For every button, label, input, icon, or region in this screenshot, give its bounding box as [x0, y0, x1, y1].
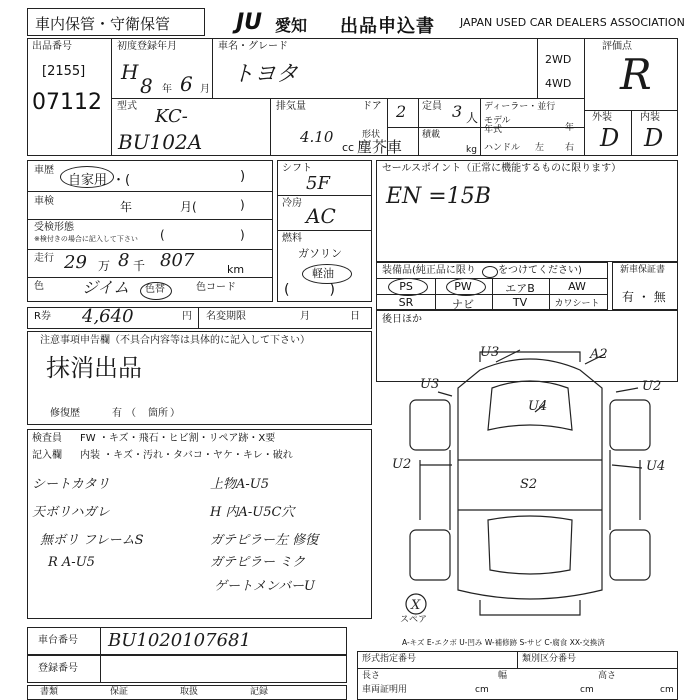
inspection-year: 年: [120, 200, 133, 214]
equipment-ps: PS: [399, 280, 413, 293]
damage-legend: A-キズ E-エクボ U-凹み W-補修跡 S-サビ C-腐食 XX-交換済: [402, 638, 605, 647]
r-ticket-row: [27, 307, 372, 329]
receipt-close: ): [240, 228, 245, 242]
displacement-value: 4.10: [300, 128, 334, 146]
form-title: 出品申込書: [340, 16, 435, 37]
mileage-unit: km: [227, 263, 245, 276]
registration-era: H: [121, 60, 139, 84]
interior-value: D: [644, 124, 664, 152]
color-code-label: 色コード: [196, 282, 236, 293]
name-change-day: 日: [350, 311, 360, 322]
equipment-label-tail: をつけてください): [498, 265, 582, 276]
inspector-row1: FW ・キズ・飛石・ヒビ割・リペア跡・X要: [80, 433, 276, 444]
color-value: ジイム: [82, 278, 130, 297]
bottom-b4: 記録: [250, 687, 269, 697]
mileage-sen-unit: 千: [133, 259, 146, 273]
history-suffix: ・(: [112, 173, 131, 188]
notes-label: 注意事項申告欄（不具合内容等は具体的に記入して下さい）: [40, 335, 310, 346]
hand-note-1: シートカタリ: [32, 477, 110, 492]
registration-year-unit: 年: [162, 84, 172, 95]
hand-note-9: ゲートメンバーU: [214, 579, 315, 594]
registration-year: 8: [140, 74, 153, 98]
doors-value: 2: [396, 102, 407, 121]
shape-label: 形状: [362, 130, 381, 140]
height-label: 高さ: [598, 671, 617, 681]
repair-suffix: （: [126, 408, 136, 419]
equipment-pw: PW: [454, 280, 472, 293]
shift-value: 5F: [306, 173, 330, 194]
mark-left-fender: U3: [420, 377, 440, 392]
vehicle-condition-diagram: [380, 340, 678, 630]
equipment-circle-mark: [482, 266, 498, 278]
bottom-b1: 書類: [40, 687, 59, 697]
spare-mark: X: [411, 598, 421, 613]
inspection-close: ): [240, 198, 245, 212]
capacity-value: 3: [452, 102, 463, 121]
association-name: JAPAN USED CAR DEALERS ASSOCIATION: [460, 16, 685, 29]
registration-month-unit: 月: [200, 84, 210, 95]
doors-label: ドア: [362, 101, 382, 112]
lot-number: 07112: [32, 90, 102, 115]
chassis-label: 車台番号: [38, 635, 78, 646]
exterior-label: 外装: [592, 112, 612, 123]
receipt-label: 受検形態: [34, 222, 74, 233]
repair-tail: 箇所: [148, 408, 168, 419]
inspector-label: 検査員: [32, 433, 62, 444]
inspector-row2: 内装 ・キズ・汚れ・タバコ・ヤケ・キレ・破れ: [80, 450, 293, 461]
inspection-label: 車検: [34, 196, 54, 207]
r-ticket-value: 4,640: [82, 306, 134, 327]
fuel-diesel: 軽油: [312, 267, 334, 280]
equipment-tv: TV: [512, 296, 528, 309]
model-label: 型式: [117, 101, 137, 112]
mark-front-left: U3: [480, 345, 500, 360]
shape-value: 塵芥車: [357, 138, 403, 156]
hand-note-7: ガテピラー左 修復: [210, 533, 319, 548]
steering-left: 左: [535, 143, 545, 153]
grade-value: R: [620, 50, 652, 99]
length-label: 長さ: [362, 671, 381, 681]
mileage-man: 29: [64, 252, 87, 273]
mileage-sen: 8: [118, 250, 130, 271]
hand-note-2: 天ボリハガレ: [32, 505, 110, 520]
inspection-month: 月(: [180, 200, 197, 214]
mileage-man-unit: 万: [98, 259, 111, 273]
drive-2wd: 2WD: [545, 53, 572, 66]
equipment-navi: ナビ: [452, 298, 474, 311]
ju-logo-mark: JU: [236, 10, 263, 35]
length-unit: cm: [475, 685, 489, 695]
bottom-b3: 取扱: [180, 687, 199, 697]
color-label: 色: [34, 281, 44, 292]
rear-glass: [488, 516, 572, 574]
capacity-unit: 人: [466, 111, 479, 125]
color-replaced: 色替: [145, 284, 165, 295]
mark-label: 車両証明用: [362, 685, 408, 695]
height-unit: cm: [660, 685, 674, 695]
lot-label: 出品番号: [32, 41, 72, 52]
steering-right: 右: [565, 143, 575, 153]
model-line2: BU102A: [118, 130, 203, 154]
cert-label: 形式指定番号: [362, 654, 417, 664]
model-line1: KC-: [155, 106, 188, 127]
hand-note-3: 無ボリ フレームS: [40, 533, 144, 548]
equipment-aw: AW: [568, 280, 586, 293]
displacement-label: 排気量: [276, 101, 306, 112]
hand-note-8: ガテピラー ミク: [210, 555, 306, 570]
model-year-label: モデル年式: [484, 116, 511, 135]
width-unit: cm: [580, 685, 594, 695]
warranty-no: 無: [653, 290, 666, 304]
mileage-rest: 807: [160, 250, 195, 271]
exterior-value: D: [600, 124, 620, 152]
bottom-b2: 保証: [110, 687, 129, 697]
repair-value: 有: [112, 408, 122, 419]
sales-point-label: セールスポイント（正常に機能するものに限ります）: [382, 163, 622, 174]
name-change-label: 名変期限: [206, 311, 246, 322]
chassis-value: BU1020107681: [108, 630, 251, 651]
first-registration-label: 初度登録年月: [117, 41, 177, 52]
drive-4wd: 4WD: [545, 77, 572, 90]
interior-label: 内装: [640, 112, 660, 123]
after-notes-label: 後日ほか: [382, 314, 422, 325]
history-close: ): [240, 169, 246, 184]
mileage-label: 走行: [34, 253, 54, 264]
capacity-label: 定員: [422, 101, 442, 112]
dealer-label: ディーラー・並行: [484, 102, 556, 112]
mark-front-right: A2: [590, 347, 608, 362]
hand-note-6: H 内A-U5C穴: [210, 505, 295, 520]
model-year-unit: 年: [565, 123, 575, 133]
sales-point-value: EN =15B: [386, 184, 491, 209]
fuel-gasoline: ガソリン: [298, 247, 342, 260]
notes-value: 抹消出品: [46, 354, 142, 382]
equipment-seat: カワシート: [554, 299, 600, 309]
load-unit: kg: [466, 145, 477, 155]
mark-roof: S2: [520, 477, 538, 492]
warranty-options: [622, 288, 666, 305]
inspector-entry-label: 記入欄: [32, 450, 62, 461]
equipment-label: 装備品(純正品に限り: [382, 265, 476, 276]
name-change-month: 月: [300, 311, 310, 322]
sales-point-box: [376, 160, 678, 262]
grade-label: 評価点: [602, 41, 632, 52]
aircon-value: AC: [306, 204, 336, 228]
lot-code: [2155]: [42, 64, 86, 79]
ju-logo: [236, 10, 262, 35]
logo-text: 愛知: [275, 16, 308, 35]
repair-label: 修復歴: [50, 408, 80, 419]
history-value: 自家用: [68, 173, 108, 188]
mark-left-side: U2: [392, 457, 412, 472]
fuel-brackets: ( ): [284, 282, 335, 298]
hand-note-4: R A-U5: [48, 555, 95, 570]
shift-label: シフト: [282, 163, 312, 174]
registration-month: 6: [180, 72, 193, 96]
history-label: 車歴: [34, 165, 54, 176]
warranty-yes: 有: [622, 290, 635, 304]
mark-hood: U4: [528, 399, 548, 414]
r-ticket-label: R券: [34, 311, 51, 322]
receipt-open: (: [160, 228, 165, 242]
receipt-note: ※検付きの場合に記入して下さい: [34, 235, 138, 243]
spare-label: スペア: [400, 615, 428, 625]
type-label: 類別区分番号: [522, 654, 577, 664]
mark-right-side: U4: [646, 459, 666, 474]
aircon-label: 冷房: [282, 198, 302, 209]
r-ticket-unit: 円: [182, 311, 192, 322]
load-label: 積載: [422, 130, 441, 140]
equipment-sr: SR: [398, 296, 414, 309]
width-label: 幅: [498, 671, 508, 681]
rear-bumper: [480, 600, 580, 615]
mark-right-fender: U2: [642, 379, 662, 394]
car-name-value: トヨタ: [232, 62, 299, 87]
warranty-label: 新車保証書: [620, 265, 666, 275]
equipment-airbag: エアB: [505, 282, 535, 295]
displacement-unit: cc: [342, 141, 355, 154]
car-name-label: 車名・グレード: [218, 41, 288, 52]
reg-number-label: 登録番号: [38, 663, 78, 674]
fuel-label: 燃料: [282, 233, 302, 244]
hand-note-5: 上物A-U5: [210, 477, 270, 492]
steering-label: ハンドル: [484, 143, 521, 153]
storage-tag: 車内保管・守衛保管: [35, 15, 171, 33]
repair-close: ）: [170, 408, 180, 419]
warranty-sep: ・: [637, 290, 650, 304]
